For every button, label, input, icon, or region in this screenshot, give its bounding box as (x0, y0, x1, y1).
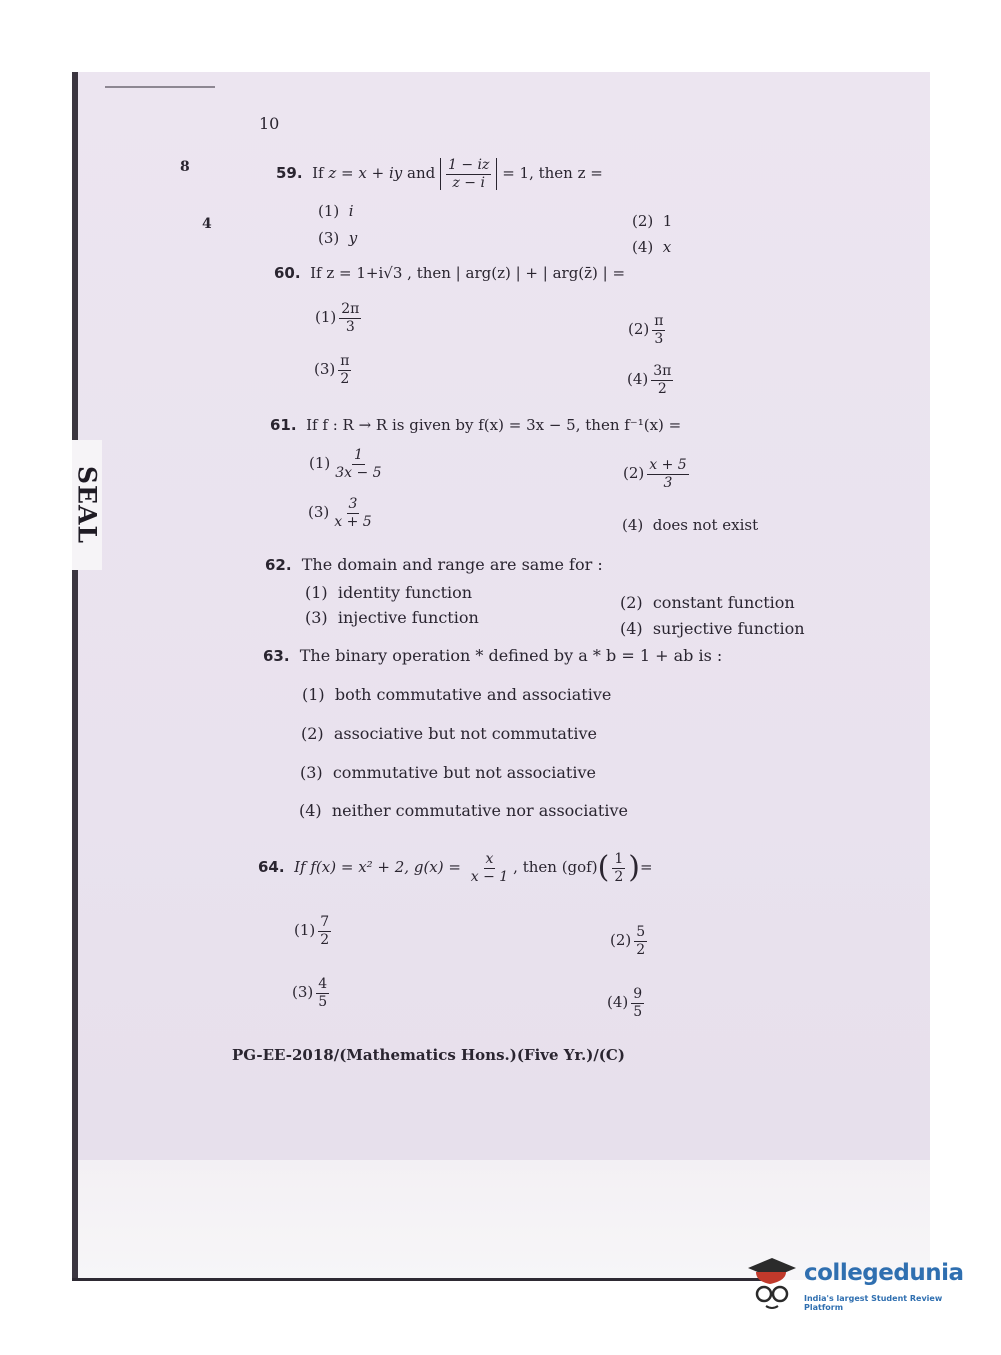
option-64-3: (3) $\frac{4}{5}$ (292, 976, 328, 1010)
page-edge (72, 72, 78, 1280)
option-59-3: (3) y (318, 229, 358, 247)
logo-tagline: India's largest Student Review Platform (804, 1294, 943, 1312)
question-63: 63. The binary operation * defined by a * b = 1 + ab is : (263, 646, 723, 665)
exam-page (72, 72, 930, 1280)
question-number: 62. (265, 556, 292, 574)
seal-label: SEAL (72, 465, 102, 545)
question-number: 60. (274, 264, 301, 282)
collegedunia-logo[interactable] (742, 1254, 972, 1312)
exam-footer: PG-EE-2018/(Mathematics Hons.)(Five Yr.)/(C) (232, 1046, 625, 1064)
option-63-2: (2) associative but not commutative (301, 724, 597, 743)
top-rule (105, 86, 215, 88)
option-59-1: (1) i (318, 202, 354, 220)
option-63-3: (3) commutative but not associative (300, 763, 596, 782)
seal-tab (72, 440, 102, 570)
absolute-value: $\frac{1 - iz}{z - i}$ (440, 158, 497, 190)
option-62-2: (2) constant function (620, 593, 795, 612)
question-59: 59. If z = x + iy and $\frac{1 - iz}{z - i}$ = 1, then z = (276, 157, 603, 191)
question-61: 61. If f : R → R is given by f(x) = 3x − 5, then f⁻¹(x) = (270, 416, 682, 434)
option-61-3: (3) $\frac{3}{x + 5}$ (308, 496, 372, 530)
option-61-2: (2) $\frac{x + 5}{3}$ (623, 457, 687, 491)
option-64-1: (1) $\frac{7}{2}$ (294, 914, 330, 948)
option-62-1: (1) identity function (305, 583, 473, 602)
margin-mark: 4 (202, 216, 212, 232)
page-number: 10 (259, 114, 280, 133)
question-number: 59. (276, 164, 303, 183)
option-60-3: (3) $\frac{\pi}{2}$ (314, 353, 350, 387)
graduate-cap-icon (742, 1254, 802, 1312)
logo-wordmark: collegedunia (804, 1260, 964, 1286)
option-63-1: (1) both commutative and associative (302, 685, 612, 704)
option-60-4: (4) $\frac{3\pi}{2}$ (627, 363, 672, 397)
option-64-2: (2) $\frac{5}{2}$ (610, 924, 646, 958)
option-62-3: (3) injective function (305, 608, 479, 627)
question-60: 60. If z = 1+i√3 , then | arg(z) | + | arg(z̄) | = (274, 264, 626, 282)
option-61-1: (1) $\frac{1}{3x - 5}$ (309, 447, 382, 481)
option-59-2: (2) 1 (632, 212, 673, 230)
option-60-2: (2) $\frac{\pi}{3}$ (628, 313, 664, 347)
option-64-4: (4) $\frac{9}{5}$ (607, 986, 643, 1020)
question-number: 63. (263, 647, 290, 665)
margin-mark: 8 (180, 159, 190, 175)
option-62-4: (4) surjective function (620, 619, 805, 638)
question-62: 62. The domain and range are same for : (265, 555, 603, 574)
page-bottom-edge (72, 1278, 772, 1281)
question-number: 64. (258, 858, 285, 877)
question-number: 61. (270, 416, 297, 434)
option-59-4: (4) x (632, 238, 672, 256)
option-61-4: (4) does not exist (622, 516, 759, 534)
question-64: 64. If f(x) = x² + 2, g(x) = $\frac{x}{x - 1}$ , then (gof)( $\frac{1}{2}$ )= (258, 850, 653, 886)
option-63-4: (4) neither commutative nor associative (299, 801, 628, 820)
option-60-1: (1) $\frac{2\pi}{3}$ (315, 301, 360, 335)
